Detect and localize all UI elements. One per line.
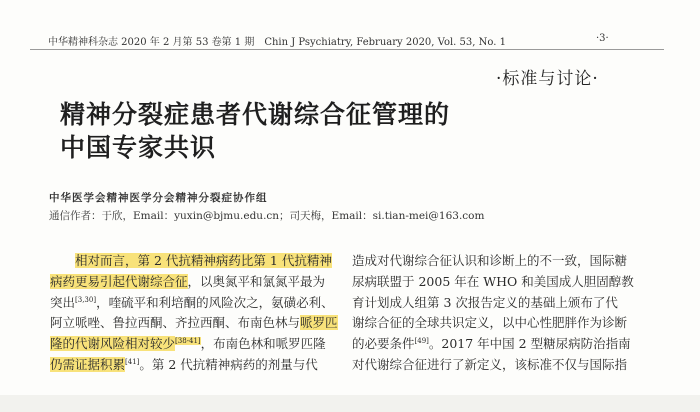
text-line: 对代谢综合征进行了新定义，该标准不仅与国际指 <box>352 356 628 372</box>
text-line: 病药更易引起代谢综合征，以奥氮平和氯氮平最为 <box>50 273 326 289</box>
page-bottom-edge <box>0 395 700 412</box>
text-line: 隆的代谢风险相对较少[38-41]，布南色林和哌罗匹隆 <box>50 336 326 352</box>
text-line: 突出[3,30]，喹硫平和利培酮的风险次之，氨磺必利、 <box>50 294 334 310</box>
body-column-left <box>50 251 340 376</box>
title-line-2: 中国专家共识 <box>60 133 217 162</box>
section-label: ·标准与讨论· <box>496 69 599 89</box>
text-line: 尿病联盟于 2005 年在 WHO 和美国成人胆固醇教 <box>352 273 634 289</box>
text-line <box>50 251 340 272</box>
page-number: ·3· <box>596 33 609 44</box>
correspondence: 通信作者：于欣，Email：yuxin@bjmu.edu.cn；司天梅，Email：si.tian-mei@163.com <box>49 210 485 222</box>
text-line: 谢综合征的全球共识定义，以中心性肥胖作为诊断 <box>352 315 628 331</box>
highlighted-text: 病药更易引起代谢综合征 <box>50 273 188 289</box>
text-line: 的必要条件[49]。2017 年中国 2 型糖尿病防治指南 <box>352 336 631 352</box>
citation: [38-41] <box>175 337 201 346</box>
text-line: 仍需证据积累[41]。第 2 代抗精神病药的剂量与代 <box>50 356 318 372</box>
highlighted-text: 相对而言，第 2 代抗精神病药比第 1 代抗精神 <box>75 253 332 268</box>
highlighted-text: 哌罗匹 <box>300 315 338 331</box>
citation: [49] <box>414 337 429 346</box>
text-line: 育计划成人组第 3 次报告定义的基础上颁布了代 <box>352 294 618 310</box>
author-org: 中华医学会精神医学分会精神分裂症协作组 <box>49 192 268 204</box>
body-column-right <box>352 251 644 376</box>
highlighted-text: 隆的代谢风险相对较少 <box>50 336 176 352</box>
text-line: 造成对代谢综合征认识和诊断上的不一致，国际糖 <box>352 253 628 268</box>
citation: [41] <box>125 357 140 366</box>
journal-header: 中华精神科杂志 2020 年 2 月第 53 卷第 1 期 Chin J Psychiatry, February 2020, Vol. 53, No. 1 <box>48 37 506 48</box>
title-line-1: 精神分裂症患者代谢综合征管理的 <box>60 100 451 129</box>
header-rule <box>30 49 664 50</box>
citation: [3,30] <box>75 295 97 304</box>
text-line: 阿立哌唑、鲁拉西酮、齐拉西酮、布南色林与哌罗匹 <box>50 315 338 331</box>
article-title <box>60 98 480 164</box>
highlighted-text: 仍需证据积累 <box>50 356 126 372</box>
